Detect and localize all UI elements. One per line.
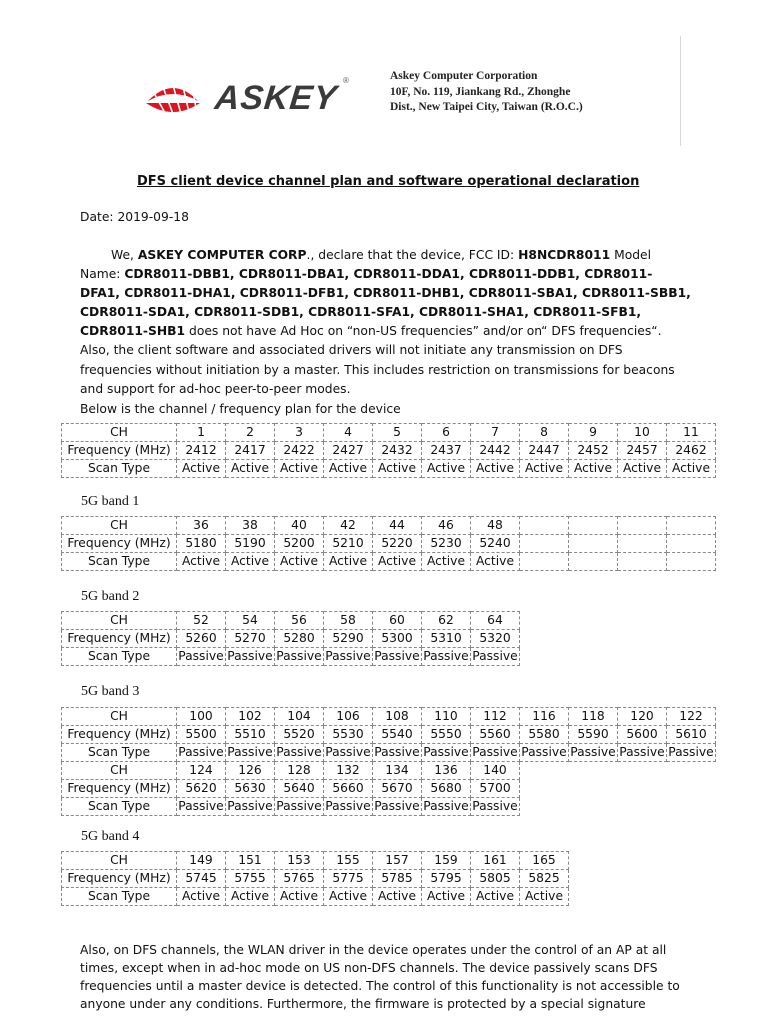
band2-ch-cell: 56 [275, 612, 324, 630]
band4-freq-cell: 5745 [177, 870, 226, 888]
band4-freq-cell: 5795 [422, 870, 471, 888]
band24-ch-cell: 3 [275, 424, 324, 442]
band2-ch-cell: 58 [324, 612, 373, 630]
band1-empty-cell [618, 517, 667, 535]
band3-ch-cell: 102 [226, 708, 275, 726]
band2-scan-cell: Passive [324, 648, 373, 666]
band2-table [61, 611, 716, 666]
band3-ch-cell: 122 [667, 708, 716, 726]
closing-paragraph: Also, on DFS channels, the WLAN driver in the device operates under the control of an AP at all times, except when in ad-hoc mode on US non-DFS channels. The device passively scans DFS frequencies until a master device is detected. The control of this functionality is not accessible to anyone under any conditions. Furthermore, the firmware is protected by a special signature [80, 943, 680, 1011]
band2-blank [618, 648, 667, 666]
band3-row-freq [62, 726, 716, 744]
band4-blank [667, 852, 716, 870]
band3-freq-cell: 5530 [324, 726, 373, 744]
band24-scan-cell: Active [373, 460, 422, 478]
band4-scan-cell: Active [422, 888, 471, 906]
band1-freq-cell: 5200 [275, 535, 324, 553]
band2-blank [520, 648, 569, 666]
band24-row-scan [62, 460, 716, 478]
band4-ch-cell: 155 [324, 852, 373, 870]
band3-scan-cell: Passive [177, 798, 226, 816]
band4-ch-cell: 153 [275, 852, 324, 870]
band4-freq-cell: 5785 [373, 870, 422, 888]
band24-scan-cell: Active [520, 460, 569, 478]
band3-ch-cell: 132 [324, 762, 373, 780]
band24-ch-cell: 1 [177, 424, 226, 442]
row-label-freq: Frequency (MHz) [62, 780, 177, 798]
band4-freq-cell: 5765 [275, 870, 324, 888]
band3-scan-cell: Passive [422, 798, 471, 816]
band2-freq-cell: 5310 [422, 630, 471, 648]
row-label-freq: Frequency (MHz) [62, 535, 177, 553]
band2-scan-cell: Passive [471, 648, 520, 666]
company-name: Askey Computer Corporation [390, 70, 538, 82]
band24-freq-cell: 2412 [177, 442, 226, 460]
band3-scan-cell: Passive [226, 798, 275, 816]
row-label-freq: Frequency (MHz) [62, 442, 177, 460]
band4-ch-cell: 165 [520, 852, 569, 870]
band3-row-ch [62, 708, 716, 726]
band3-blank [667, 780, 716, 798]
row-label-ch: CH [62, 424, 177, 442]
band1-label: 5G band 1 [81, 494, 140, 509]
row-label-freq: Frequency (MHz) [62, 726, 177, 744]
band2-row-freq [62, 630, 716, 648]
band24-ch-cell: 4 [324, 424, 373, 442]
band3-blank [618, 762, 667, 780]
band3-row-scan [62, 798, 716, 816]
band2-blank [520, 612, 569, 630]
band4-scan-cell: Active [373, 888, 422, 906]
band1-empty-cell [667, 535, 716, 553]
askey-logo [143, 76, 349, 118]
askey-logo-mark-icon [143, 81, 203, 115]
band24-scan-cell: Active [667, 460, 716, 478]
band3-ch-cell: 104 [275, 708, 324, 726]
band2-freq-cell: 5270 [226, 630, 275, 648]
band2-blank [618, 630, 667, 648]
band1-row-scan [62, 553, 716, 571]
row-label-scan: Scan Type [62, 888, 177, 906]
band3-table [61, 707, 716, 816]
row-label-ch: CH [62, 517, 177, 535]
row-label-ch: CH [62, 762, 177, 780]
band24-freq-cell: 2457 [618, 442, 667, 460]
row-label-scan: Scan Type [62, 648, 177, 666]
band4-freq-cell: 5805 [471, 870, 520, 888]
band3-scan-cell: Passive [471, 744, 520, 762]
band1-empty-cell [569, 535, 618, 553]
band2-freq-cell: 5290 [324, 630, 373, 648]
band3-blank [667, 798, 716, 816]
band4-row-freq [62, 870, 716, 888]
band4-scan-cell: Active [324, 888, 373, 906]
band2-blank [667, 648, 716, 666]
company-address-line1: 10F, No. 119, Jiankang Rd., Zhonghe [390, 85, 571, 98]
band4-scan-cell: Active [275, 888, 324, 906]
row-label-ch: CH [62, 708, 177, 726]
band24-ch-cell: 5 [373, 424, 422, 442]
band1-scan-cell: Active [324, 553, 373, 571]
band3-scan-cell: Passive [569, 744, 618, 762]
band4-scan-cell: Active [471, 888, 520, 906]
band1-scan-cell: Active [275, 553, 324, 571]
band1-ch-cell: 40 [275, 517, 324, 535]
plan-intro: Below is the channel / frequency plan for the device [80, 402, 401, 416]
band4-freq-cell: 5775 [324, 870, 373, 888]
band1-empty-cell [520, 517, 569, 535]
band3-ch-cell: 134 [373, 762, 422, 780]
band3-ch-cell: 116 [520, 708, 569, 726]
band24-scan-cell: Active [569, 460, 618, 478]
band2-ch-cell: 64 [471, 612, 520, 630]
band4-freq-cell: 5755 [226, 870, 275, 888]
band2-scan-cell: Passive [422, 648, 471, 666]
band3-freq-cell: 5510 [226, 726, 275, 744]
band24-scan-cell: Active [177, 460, 226, 478]
band1-ch-cell: 48 [471, 517, 520, 535]
band3-blank [618, 780, 667, 798]
band2-scan-cell: Passive [177, 648, 226, 666]
band2-freq-cell: 5320 [471, 630, 520, 648]
band2-scan-cell: Passive [226, 648, 275, 666]
band2-ch-cell: 52 [177, 612, 226, 630]
band4-scan-cell: Active [226, 888, 275, 906]
band1-empty-cell [618, 553, 667, 571]
band3-freq-cell: 5550 [422, 726, 471, 744]
decl-company: ASKEY COMPUTER CORP [137, 248, 307, 262]
company-address-line2: Dist., New Taipei City, Taiwan (R.O.C.) [390, 101, 583, 113]
decl-text-3: Model Name: [80, 248, 652, 282]
band24-freq-cell: 2417 [226, 442, 275, 460]
band24-freq-cell: 2462 [667, 442, 716, 460]
band2-blank [520, 630, 569, 648]
band3-blank [520, 780, 569, 798]
band3-freq-cell: 5680 [422, 780, 471, 798]
band1-scan-cell: Active [226, 553, 275, 571]
band3-ch-cell: 120 [618, 708, 667, 726]
band3-ch-cell: 106 [324, 708, 373, 726]
band1-row-ch [62, 517, 716, 535]
band3-scan-cell: Passive [667, 744, 716, 762]
band3-scan-cell: Passive [275, 744, 324, 762]
band1-empty-cell [520, 553, 569, 571]
band24-scan-cell: Active [324, 460, 373, 478]
band1-ch-cell: 36 [177, 517, 226, 535]
band2-row-scan [62, 648, 716, 666]
band3-freq-cell: 5600 [618, 726, 667, 744]
decl-text-4: does not have Ad Hoc on “non-US frequencies” and/or on“ DFS frequencies“. Also, the client software and associated drivers will not initiate any transmission on DFS frequencies without initiation by a master. This includes restriction on transmissions for beacons and support for ad-hoc peer-to-peer modes. [80, 324, 675, 396]
band-24ghz-table [61, 423, 716, 478]
row-label-freq: Frequency (MHz) [62, 630, 177, 648]
band3-freq-cell: 5610 [667, 726, 716, 744]
band4-blank [569, 888, 618, 906]
band1-freq-cell: 5180 [177, 535, 226, 553]
band2-blank [569, 630, 618, 648]
band2-freq-cell: 5260 [177, 630, 226, 648]
band3-freq-cell: 5630 [226, 780, 275, 798]
band4-blank [618, 888, 667, 906]
band3-ch-cell: 126 [226, 762, 275, 780]
band24-ch-cell: 7 [471, 424, 520, 442]
band3-row-ch [62, 762, 716, 780]
band1-freq-cell: 5240 [471, 535, 520, 553]
band3-blank [569, 798, 618, 816]
band4-scan-cell: Active [177, 888, 226, 906]
band4-ch-cell: 161 [471, 852, 520, 870]
band3-ch-cell: 128 [275, 762, 324, 780]
band3-blank [569, 780, 618, 798]
band4-ch-cell: 159 [422, 852, 471, 870]
band3-freq-cell: 5670 [373, 780, 422, 798]
band2-row-ch [62, 612, 716, 630]
band3-blank [569, 762, 618, 780]
band24-scan-cell: Active [422, 460, 471, 478]
band3-label: 5G band 3 [81, 684, 140, 699]
band3-ch-cell: 100 [177, 708, 226, 726]
band3-scan-cell: Passive [373, 798, 422, 816]
band4-scan-cell: Active [520, 888, 569, 906]
band3-scan-cell: Passive [618, 744, 667, 762]
band1-freq-cell: 5220 [373, 535, 422, 553]
band3-freq-cell: 5700 [471, 780, 520, 798]
band24-row-freq [62, 442, 716, 460]
band3-scan-cell: Passive [520, 744, 569, 762]
document-date: Date: 2019-09-18 [80, 210, 189, 224]
band3-freq-cell: 5580 [520, 726, 569, 744]
band2-freq-cell: 5300 [373, 630, 422, 648]
band24-freq-cell: 2447 [520, 442, 569, 460]
band24-row-ch [62, 424, 716, 442]
band1-empty-cell [569, 553, 618, 571]
decl-models: CDR8011-DBB1, CDR8011-DBA1, CDR8011-DDA1, CDR8011-DDB1, CDR8011-DFA1, CDR8011-DHA1, CDR8011-DFB1, CDR8011-DHB1, CDR8011-SBA1, CDR8011-SBB1, CDR8011-SDA1, CDR8011-SDB1, CDR8011-SFA1, CDR8011-SHA1, CDR8011-SFB1, CDR8011-SHB1 [80, 267, 691, 339]
band4-blank [667, 888, 716, 906]
band3-scan-cell: Passive [324, 744, 373, 762]
band4-blank [618, 852, 667, 870]
band3-ch-cell: 140 [471, 762, 520, 780]
band3-blank [520, 762, 569, 780]
band4-blank [569, 870, 618, 888]
band4-row-scan [62, 888, 716, 906]
band1-freq-cell: 5190 [226, 535, 275, 553]
band2-label: 5G band 2 [81, 589, 140, 604]
band1-ch-cell: 44 [373, 517, 422, 535]
band3-freq-cell: 5620 [177, 780, 226, 798]
decl-text-1: We, [111, 248, 138, 262]
band1-ch-cell: 42 [324, 517, 373, 535]
band1-scan-cell: Active [422, 553, 471, 571]
band4-label: 5G band 4 [81, 829, 140, 844]
band3-ch-cell: 108 [373, 708, 422, 726]
band1-scan-cell: Active [471, 553, 520, 571]
declaration-paragraph [80, 246, 692, 399]
band3-freq-cell: 5560 [471, 726, 520, 744]
band3-ch-cell: 110 [422, 708, 471, 726]
band2-blank [667, 612, 716, 630]
band2-scan-cell: Passive [373, 648, 422, 666]
band1-scan-cell: Active [373, 553, 422, 571]
band24-scan-cell: Active [471, 460, 520, 478]
band2-ch-cell: 60 [373, 612, 422, 630]
band3-ch-cell: 136 [422, 762, 471, 780]
company-address [390, 69, 583, 116]
band24-ch-cell: 2 [226, 424, 275, 442]
band4-freq-cell: 5825 [520, 870, 569, 888]
band24-ch-cell: 11 [667, 424, 716, 442]
band2-blank [667, 630, 716, 648]
band24-ch-cell: 9 [569, 424, 618, 442]
band24-scan-cell: Active [618, 460, 667, 478]
band1-ch-cell: 46 [422, 517, 471, 535]
row-label-scan: Scan Type [62, 553, 177, 571]
band1-empty-cell [520, 535, 569, 553]
band3-freq-cell: 5540 [373, 726, 422, 744]
decl-fcc-id: H8NCDR8011 [518, 248, 611, 262]
band1-ch-cell: 38 [226, 517, 275, 535]
band24-freq-cell: 2427 [324, 442, 373, 460]
document-title: DFS client device channel plan and software operational declaration [137, 174, 640, 189]
band3-ch-cell: 112 [471, 708, 520, 726]
band4-ch-cell: 151 [226, 852, 275, 870]
band4-table [61, 851, 716, 906]
band4-row-ch [62, 852, 716, 870]
row-label-scan: Scan Type [62, 460, 177, 478]
page-edge-line [680, 36, 681, 146]
band3-scan-cell: Passive [275, 798, 324, 816]
band4-ch-cell: 149 [177, 852, 226, 870]
band3-freq-cell: 5590 [569, 726, 618, 744]
band24-freq-cell: 2437 [422, 442, 471, 460]
band24-ch-cell: 8 [520, 424, 569, 442]
band2-ch-cell: 54 [226, 612, 275, 630]
band3-scan-cell: Passive [471, 798, 520, 816]
band24-ch-cell: 10 [618, 424, 667, 442]
band1-freq-cell: 5210 [324, 535, 373, 553]
band3-ch-cell: 118 [569, 708, 618, 726]
band3-blank [520, 798, 569, 816]
band1-empty-cell [667, 553, 716, 571]
row-label-ch: CH [62, 612, 177, 630]
askey-logo-text: ASKEY [213, 78, 340, 117]
band1-table [61, 516, 716, 571]
band2-freq-cell: 5280 [275, 630, 324, 648]
band24-scan-cell: Active [275, 460, 324, 478]
row-label-ch: CH [62, 852, 177, 870]
band1-freq-cell: 5230 [422, 535, 471, 553]
band3-scan-cell: Passive [422, 744, 471, 762]
band3-row-scan [62, 744, 716, 762]
band24-freq-cell: 2442 [471, 442, 520, 460]
band4-blank [618, 870, 667, 888]
band2-blank [569, 612, 618, 630]
row-label-scan: Scan Type [62, 744, 177, 762]
band2-scan-cell: Passive [275, 648, 324, 666]
band24-ch-cell: 6 [422, 424, 471, 442]
band3-row-freq [62, 780, 716, 798]
band1-row-freq [62, 535, 716, 553]
band1-empty-cell [618, 535, 667, 553]
band2-blank [618, 612, 667, 630]
decl-text-2: ., declare that the device, FCC ID: [306, 248, 519, 262]
band4-ch-cell: 157 [373, 852, 422, 870]
band4-blank [569, 852, 618, 870]
band3-scan-cell: Passive [177, 744, 226, 762]
band3-freq-cell: 5660 [324, 780, 373, 798]
band4-blank [667, 870, 716, 888]
band24-freq-cell: 2452 [569, 442, 618, 460]
band3-freq-cell: 5640 [275, 780, 324, 798]
registered-mark: ® [343, 76, 349, 85]
band1-scan-cell: Active [177, 553, 226, 571]
band2-ch-cell: 62 [422, 612, 471, 630]
band3-freq-cell: 5520 [275, 726, 324, 744]
band1-empty-cell [667, 517, 716, 535]
row-label-scan: Scan Type [62, 798, 177, 816]
band1-empty-cell [569, 517, 618, 535]
band24-freq-cell: 2422 [275, 442, 324, 460]
band3-scan-cell: Passive [324, 798, 373, 816]
band2-blank [569, 648, 618, 666]
band24-scan-cell: Active [226, 460, 275, 478]
band24-freq-cell: 2432 [373, 442, 422, 460]
band3-scan-cell: Passive [373, 744, 422, 762]
band3-blank [618, 798, 667, 816]
band3-freq-cell: 5500 [177, 726, 226, 744]
band3-blank [667, 762, 716, 780]
band3-ch-cell: 124 [177, 762, 226, 780]
band3-scan-cell: Passive [226, 744, 275, 762]
row-label-freq: Frequency (MHz) [62, 870, 177, 888]
